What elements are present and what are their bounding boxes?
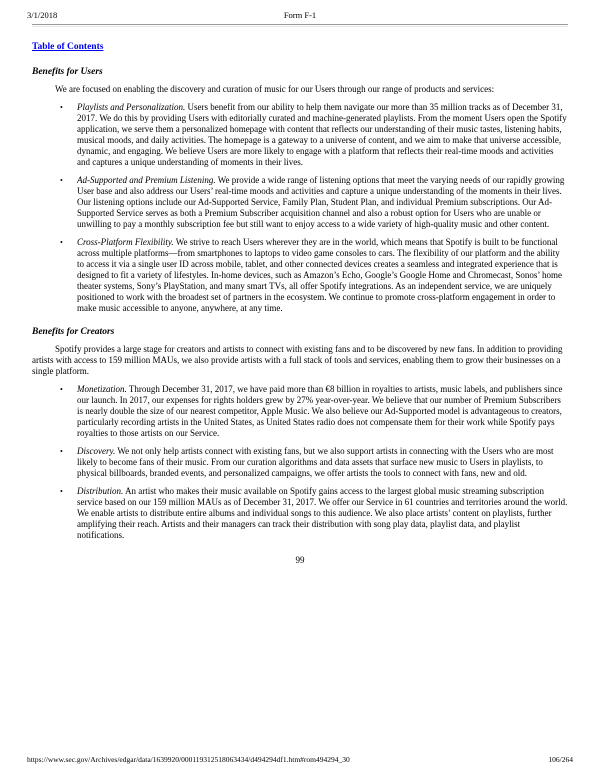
bullet-marker: • <box>60 487 63 496</box>
bullet-lead: Cross-Platform Flexibility. <box>77 237 174 247</box>
page-number: 99 <box>295 555 305 565</box>
bullet-lead: Monetization. <box>77 384 127 394</box>
document-content <box>32 27 568 565</box>
section-intro: We are focused on enabling the discovery and curation of music for our Users through our range of products and services: <box>55 84 495 94</box>
list-item-text <box>77 102 568 168</box>
section-benefits-for-creators <box>32 327 568 541</box>
bullet-lead: Ad-Supported and Premium Listening. <box>77 175 216 185</box>
list-item <box>60 446 568 479</box>
bullet-marker: • <box>60 238 63 247</box>
list-item-text <box>77 237 568 314</box>
bullet-body: An artist who makes their music available on Spotify gains access to the largest global music streaming subscription service based on our 159 million MAUs as of December 31, 2017. We offer our Service in 61 countries and territories around the world. We enable artists to distribute entire albums and individual songs to this audience. We also place artists’ content on playlists, further amplifying their reach. Artists and their managers can track their distribution with song play data, playlist data, and playlist notifications. <box>77 486 568 540</box>
header-doc-title: Form F-1 <box>283 10 317 20</box>
list-item-text <box>77 486 568 541</box>
list-item <box>60 384 568 439</box>
footer-page-indicator: 106/264 <box>548 755 573 764</box>
page-header <box>0 0 600 20</box>
bullet-marker: • <box>60 103 63 112</box>
footer-url: https://www.sec.gov/Archives/edgar/data/1639920/000119312518063434/d494294df1.htm#rom494294_30 <box>27 755 350 764</box>
section-intro: Spotify provides a large stage for creators and artists to connect with existing fans and to be discovered by new fans. In addition to providing artists with access to 159 million MAUs, we also provide artists with a full stack of tools and services, enabling them to grow their businesses on a single platform. <box>32 344 563 376</box>
section-benefits-for-users <box>32 67 568 314</box>
bullet-body: We provide a wide range of listening options that meet the varying needs of our rapidly growing User base and also address our Users’ real-time moods and activities and capture a unique understanding of the moments in their lives. Our listening options include our Ad-Supported Service, Family Plan, Student Plan, and individual Premium subscriptions. Our Ad-Supported Service serves as both a Premium Subscriber acquisition channel and also a robust option for Users who are unable or unwilling to pay a monthly subscription fee but still want to enjoy access to a wide variety of high-quality music and other content. <box>77 175 565 229</box>
bullet-lead: Playlists and Personalization. <box>77 102 186 112</box>
list-item-text <box>77 175 568 230</box>
header-date: 3/1/2018 <box>27 10 58 20</box>
bullet-body: Through December 31, 2017, we have paid more than €8 billion in royalties to artists, music labels, and publishers since our launch. In 2017, our expenses for rights holders grew by 27% year-over-year. We believe that our number of Premium Subscribers is nearly double the size of our nearest competitor, Apple Music. We also believe our Ad-Supported model is advantageous to creators, particularly recording artists in the United States, as United States radio does not compensate them for their work while Spotify pays royalties to those artists on our Service. <box>77 384 563 438</box>
bullet-lead: Distribution. <box>77 486 124 496</box>
bullet-list <box>32 102 568 314</box>
bullet-body: Users benefit from our ability to help them navigate our more than 35 million tracks as of December 31, 2017. We do this by providing Users with editorially curated and machine-generated playlists. From the moment Users open the Spotify application, we serve them a personalized homepage with content that reflects our understanding of their music tastes, listening habits, musical moods, and daily activities. The homepage is a gateway to a universe of content, and we aim to make that universe accessible, dynamic, and engaging. We believe Users are more likely to engage with a platform that reflects their real-time moods and activities and captures a unique understanding of moments in their lives. <box>77 102 567 167</box>
section-heading: Benefits for Creators <box>32 327 115 337</box>
page-footer <box>27 755 573 764</box>
bullet-marker: • <box>60 447 63 456</box>
bullet-body: We not only help artists connect with existing fans, but we also support artists in connecting with the Users who are most likely to become fans of their music. From our curation algorithms and data assets that surface new music to Users in playlists, to physical billboards, branded events, and personalized campaigns, we offer artists the tools to connect with fans, new and old. <box>77 446 554 478</box>
bullet-marker: • <box>60 176 63 185</box>
section-heading: Benefits for Users <box>32 67 103 77</box>
list-item <box>60 237 568 314</box>
list-item <box>60 486 568 541</box>
bullet-list <box>32 384 568 541</box>
list-item-text <box>77 384 568 439</box>
bullet-body: We strive to reach Users wherever they are in the world, which means that Spotify is built to be functional across multiple platforms—from smartphones to laptops to video game consoles to cars. The flexibility of our platform and the ability to access it via a single user ID across mobile, tablet, and other connected devices creates a seamless and integrated experience that is designed to fit a variety of lifestyles. In-home devices, such as Amazon’s Echo, Google’s Google Home and Chromecast, Sonos’ home theater systems, Sony’s PlayStation, and many smart TVs, all offer Spotify integrations. As an independent service, we are uniquely positioned to work with the broadest set of partners in the ecosystem. We continue to promote cross-platform engagement in order to make music accessible to anyone, anywhere, at any time. <box>77 237 562 313</box>
bullet-marker: • <box>60 385 63 394</box>
list-item <box>60 175 568 230</box>
list-item <box>60 102 568 168</box>
list-item-text <box>77 446 568 479</box>
bullet-lead: Discovery. <box>77 446 116 456</box>
table-of-contents-link[interactable]: Table of Contents <box>32 42 104 52</box>
